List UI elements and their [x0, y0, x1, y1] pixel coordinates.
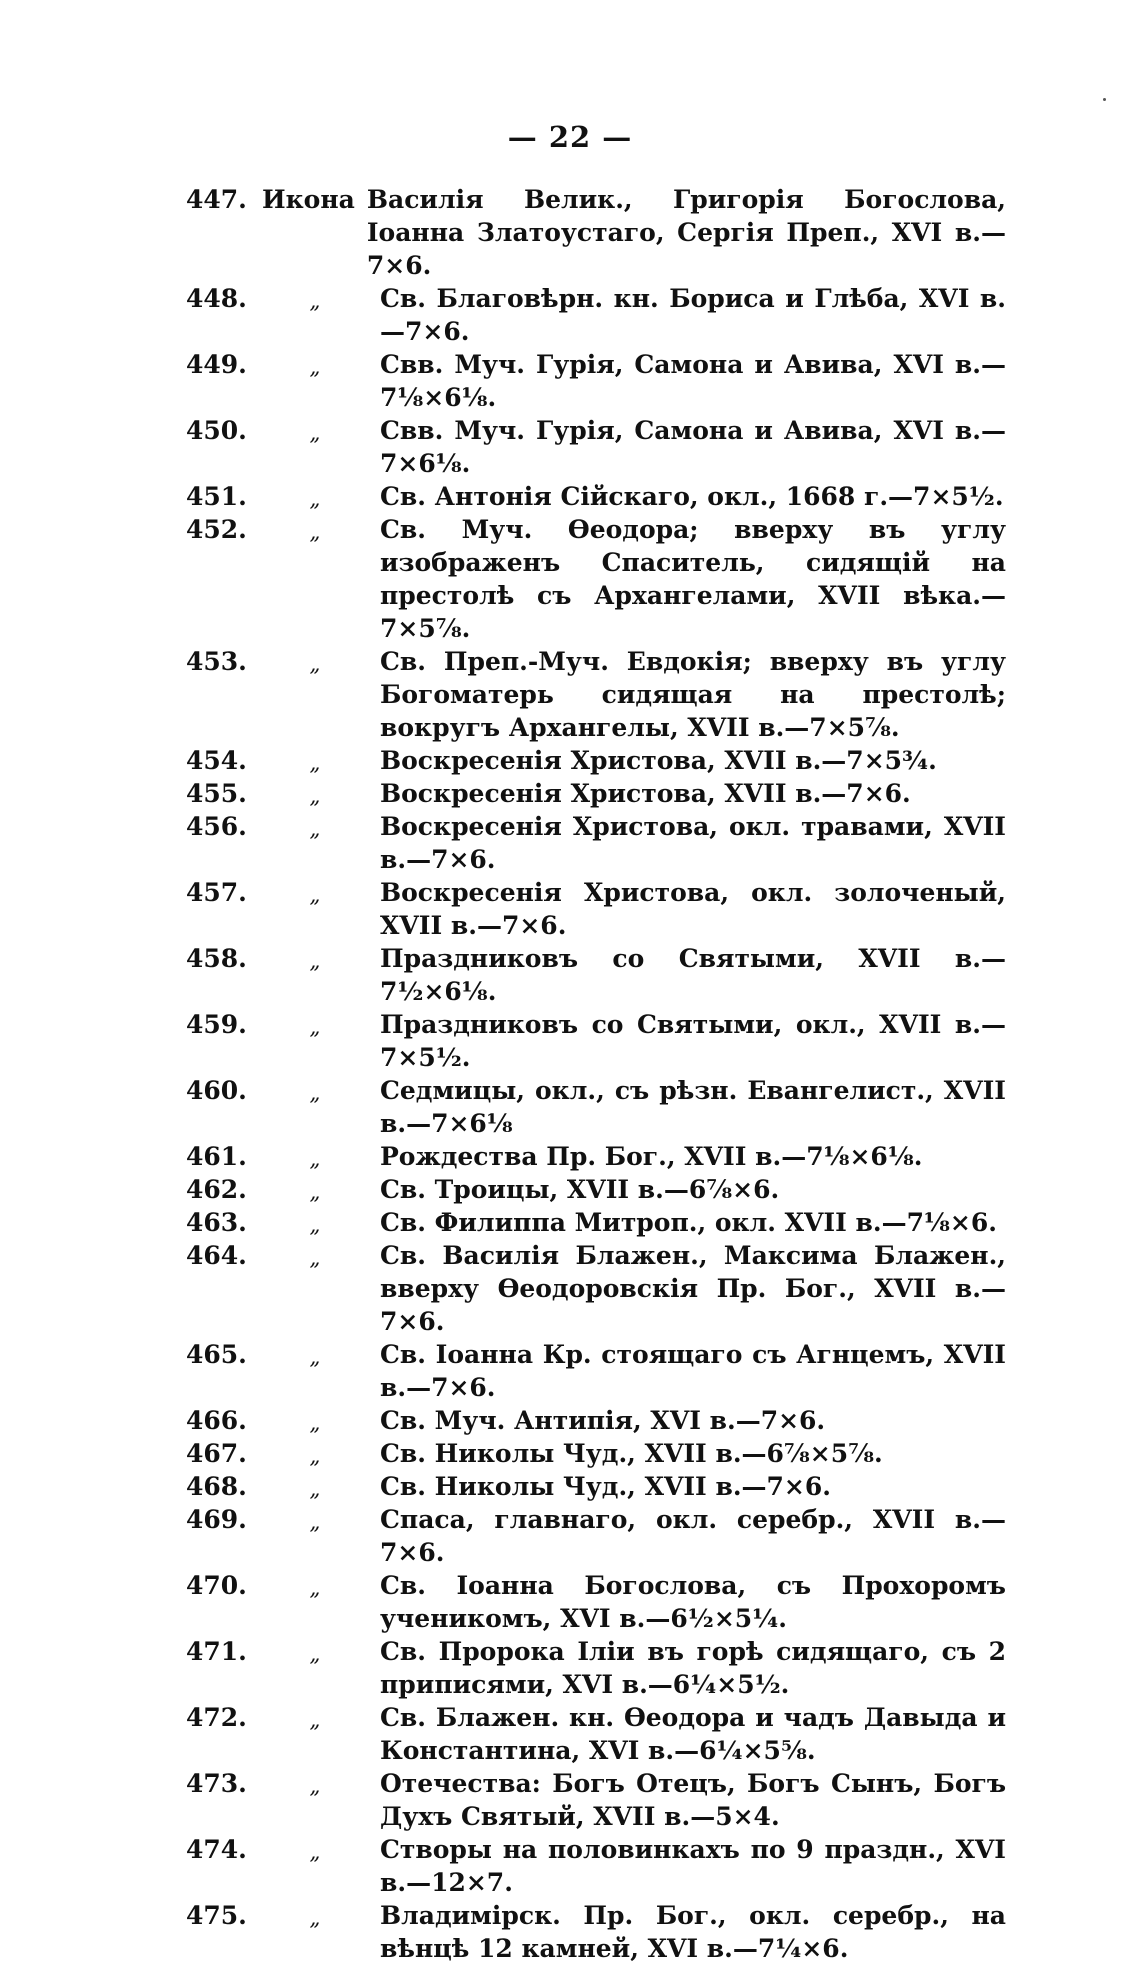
entry-description: Св. Преп.-Муч. Евдокія; вверху въ углу Богоматерь сидящая на престолѣ; вокругъ Архангелы, XVII в.—7×5⅞. — [380, 647, 1006, 742]
catalog-entry — [186, 1404, 1006, 1437]
catalog-entry — [186, 1173, 1006, 1206]
entry-number: 457. — [186, 878, 247, 907]
catalog-entry — [186, 1206, 1006, 1239]
entry-number: 458. — [186, 944, 247, 973]
entry-description: Св. Троицы, XVII в.—6⅞×6. — [380, 1175, 780, 1204]
ditto-mark: „ — [309, 1081, 321, 1105]
entry-number: 456. — [186, 812, 247, 841]
entry-description: Свв. Муч. Гурія, Самона и Авива, XVI в.—7×6⅛. — [380, 416, 1006, 478]
entry-description: Св. Іоанна Кр. стоящаго съ Агнцемъ, XVII в.—7×6. — [380, 1340, 1006, 1402]
catalog-entry — [186, 1470, 1006, 1503]
entry-number: 452. — [186, 515, 247, 544]
catalog-entry — [186, 1833, 1006, 1899]
catalog-entry — [186, 183, 1006, 282]
entry-description: Св. Николы Чуд., XVII в.—6⅞×5⅞. — [380, 1439, 883, 1468]
catalog-entry — [186, 1338, 1006, 1404]
catalog-entry — [186, 1635, 1006, 1701]
ditto-mark: „ — [309, 487, 321, 511]
entry-description: Св. Николы Чуд., XVII в.—7×6. — [380, 1472, 831, 1501]
entry-description: Воскресенія Христова, окл. золоченый, XVII в.—7×6. — [380, 878, 1006, 940]
entry-number: 447. — [186, 185, 247, 214]
catalog-entry — [186, 1767, 1006, 1833]
entry-number: 448. — [186, 284, 247, 313]
ditto-mark: „ — [309, 1444, 321, 1468]
ditto-mark: „ — [309, 1345, 321, 1369]
entry-number: 455. — [186, 779, 247, 808]
ditto-mark: „ — [309, 1774, 321, 1798]
entry-number: 450. — [186, 416, 247, 445]
entry-description: Свв. Муч. Гурія, Самона и Авива, XVI в.—7⅛×6⅛. — [380, 350, 1006, 412]
ditto-mark: „ — [309, 1510, 321, 1534]
page-number: — 22 — — [507, 120, 633, 154]
catalog-entry — [186, 480, 1006, 513]
entry-number: 464. — [186, 1241, 247, 1270]
ditto-mark: „ — [309, 1147, 321, 1171]
ditto-mark: „ — [309, 1708, 321, 1732]
entry-description: Св. Муч. Антипія, XVI в.—7×6. — [380, 1406, 826, 1435]
catalog-entry — [186, 876, 1006, 942]
entry-number: 453. — [186, 647, 247, 676]
catalog-entry — [186, 810, 1006, 876]
ditto-mark: „ — [309, 751, 321, 775]
entry-number: 470. — [186, 1571, 247, 1600]
entry-description: Воскресенія Христова, XVII в.—7×5¾. — [380, 746, 937, 775]
entry-number: 459. — [186, 1010, 247, 1039]
entry-description: Св. Благовѣрн. кн. Бориса и Глѣба, XVI в.—7×6. — [380, 284, 1006, 346]
entry-number: 465. — [186, 1340, 247, 1369]
entry-number: 473. — [186, 1769, 247, 1798]
ditto-mark: „ — [309, 1180, 321, 1204]
entry-description: Св. Блажен. кн. Ѳеодора и чадъ Давыда и Константина, XVI в.—6¼×5⅝. — [380, 1703, 1006, 1765]
entry-description: Воскресенія Христова, окл. травами, XVII в.—7×6. — [380, 812, 1006, 874]
entry-description: Рождества Пр. Бог., XVII в.—7⅛×6⅛. — [380, 1142, 923, 1171]
ditto-mark: „ — [309, 1411, 321, 1435]
entry-number: 466. — [186, 1406, 247, 1435]
catalog-entry — [186, 513, 1006, 645]
ditto-mark: „ — [309, 421, 321, 445]
ditto-mark: „ — [309, 1642, 321, 1666]
ditto-mark: „ — [309, 1477, 321, 1501]
entry-description: Праздниковъ со Святыми, окл., XVII в.—7×5½. — [380, 1010, 1006, 1072]
catalog-entry — [186, 1701, 1006, 1767]
entry-number: 462. — [186, 1175, 247, 1204]
entry-number: 467. — [186, 1439, 247, 1468]
entry-description: Воскресенія Христова, XVII в.—7×6. — [380, 779, 911, 808]
entry-description: Св. Антонія Сійскаго, окл., 1668 г.—7×5½. — [380, 482, 1004, 511]
catalog-entry — [186, 1437, 1006, 1470]
entry-number: 449. — [186, 350, 247, 379]
entry-number: 451. — [186, 482, 247, 511]
catalog-entry — [186, 777, 1006, 810]
catalog-entry — [186, 1503, 1006, 1569]
catalog-entry — [186, 942, 1006, 1008]
icon-catalog-list — [186, 183, 1006, 1965]
scan-speck — [1103, 98, 1106, 101]
ditto-mark: „ — [309, 817, 321, 841]
entry-number: 471. — [186, 1637, 247, 1666]
ditto-mark: „ — [309, 520, 321, 544]
catalog-entry — [186, 282, 1006, 348]
catalog-entry — [186, 1899, 1006, 1965]
entry-number: 461. — [186, 1142, 247, 1171]
entry-description: Св. Іоанна Богослова, съ Прохоромъ ученикомъ, XVI в.—6½×5¼. — [380, 1571, 1006, 1633]
catalog-entry — [186, 348, 1006, 414]
ditto-mark: „ — [309, 1213, 321, 1237]
catalog-entry — [186, 1008, 1006, 1074]
entry-description: Св. Пророка Іліи въ горѣ сидящаго, съ 2 приписями, XVI в.—6¼×5½. — [380, 1637, 1006, 1699]
entry-description: Праздниковъ со Святыми, XVII в.—7½×6⅛. — [380, 944, 1006, 1006]
entry-number: 469. — [186, 1505, 247, 1534]
ditto-mark: „ — [309, 949, 321, 973]
entry-lead-word: Икона — [262, 185, 355, 214]
catalog-entry — [186, 1239, 1006, 1338]
ditto-mark: „ — [309, 1015, 321, 1039]
entry-number: 460. — [186, 1076, 247, 1105]
ditto-mark: „ — [309, 1246, 321, 1270]
entry-description: Св. Филиппа Митроп., окл. XVII в.—7⅛×6. — [380, 1208, 997, 1237]
entry-number: 475. — [186, 1901, 247, 1930]
ditto-mark: „ — [309, 355, 321, 379]
ditto-mark: „ — [309, 784, 321, 808]
entry-number: 474. — [186, 1835, 247, 1864]
entry-description: Отечества: Богъ Отецъ, Богъ Сынъ, Богъ Духъ Святый, XVII в.—5×4. — [380, 1769, 1006, 1831]
entry-description: Седмицы, окл., съ рѣзн. Евангелист., XVII в.—7×6⅛ — [380, 1076, 1006, 1138]
entry-number: 468. — [186, 1472, 247, 1501]
entry-number: 454. — [186, 746, 247, 775]
entry-description: Василія Велик., Григорія Богослова, Іоанна Златоустаго, Сергія Преп., XVI в.—7×6. — [366, 185, 1006, 280]
ditto-mark: „ — [309, 1906, 321, 1930]
entry-number: 463. — [186, 1208, 247, 1237]
entry-description: Створы на половинкахъ по 9 праздн., XVI в.—12×7. — [380, 1835, 1006, 1897]
ditto-mark: „ — [309, 652, 321, 676]
entry-description: Владимірск. Пр. Бог., окл. серебр., на вѣнцѣ 12 камней, XVI в.—7¼×6. — [380, 1901, 1006, 1963]
catalog-entry — [186, 414, 1006, 480]
ditto-mark: „ — [309, 1840, 321, 1864]
ditto-mark: „ — [309, 883, 321, 907]
catalog-entry — [186, 1140, 1006, 1173]
entry-number: 472. — [186, 1703, 247, 1732]
entry-description: Спаса, главнаго, окл. серебр., XVII в.—7×6. — [380, 1505, 1006, 1567]
ditto-mark: „ — [309, 1576, 321, 1600]
catalog-entry — [186, 645, 1006, 744]
entry-description: Св. Муч. Ѳеодора; вверху въ углу изображенъ Спаситель, сидящій на престолѣ съ Архангелами, XVII вѣка.—7×5⅞. — [380, 515, 1006, 643]
catalog-entry — [186, 744, 1006, 777]
catalog-entry — [186, 1569, 1006, 1635]
ditto-mark: „ — [309, 289, 321, 313]
catalog-entry — [186, 1074, 1006, 1140]
entry-description: Св. Василія Блажен., Максима Блажен., вверху Ѳеодоровскія Пр. Бог., XVII в.—7×6. — [380, 1241, 1006, 1336]
